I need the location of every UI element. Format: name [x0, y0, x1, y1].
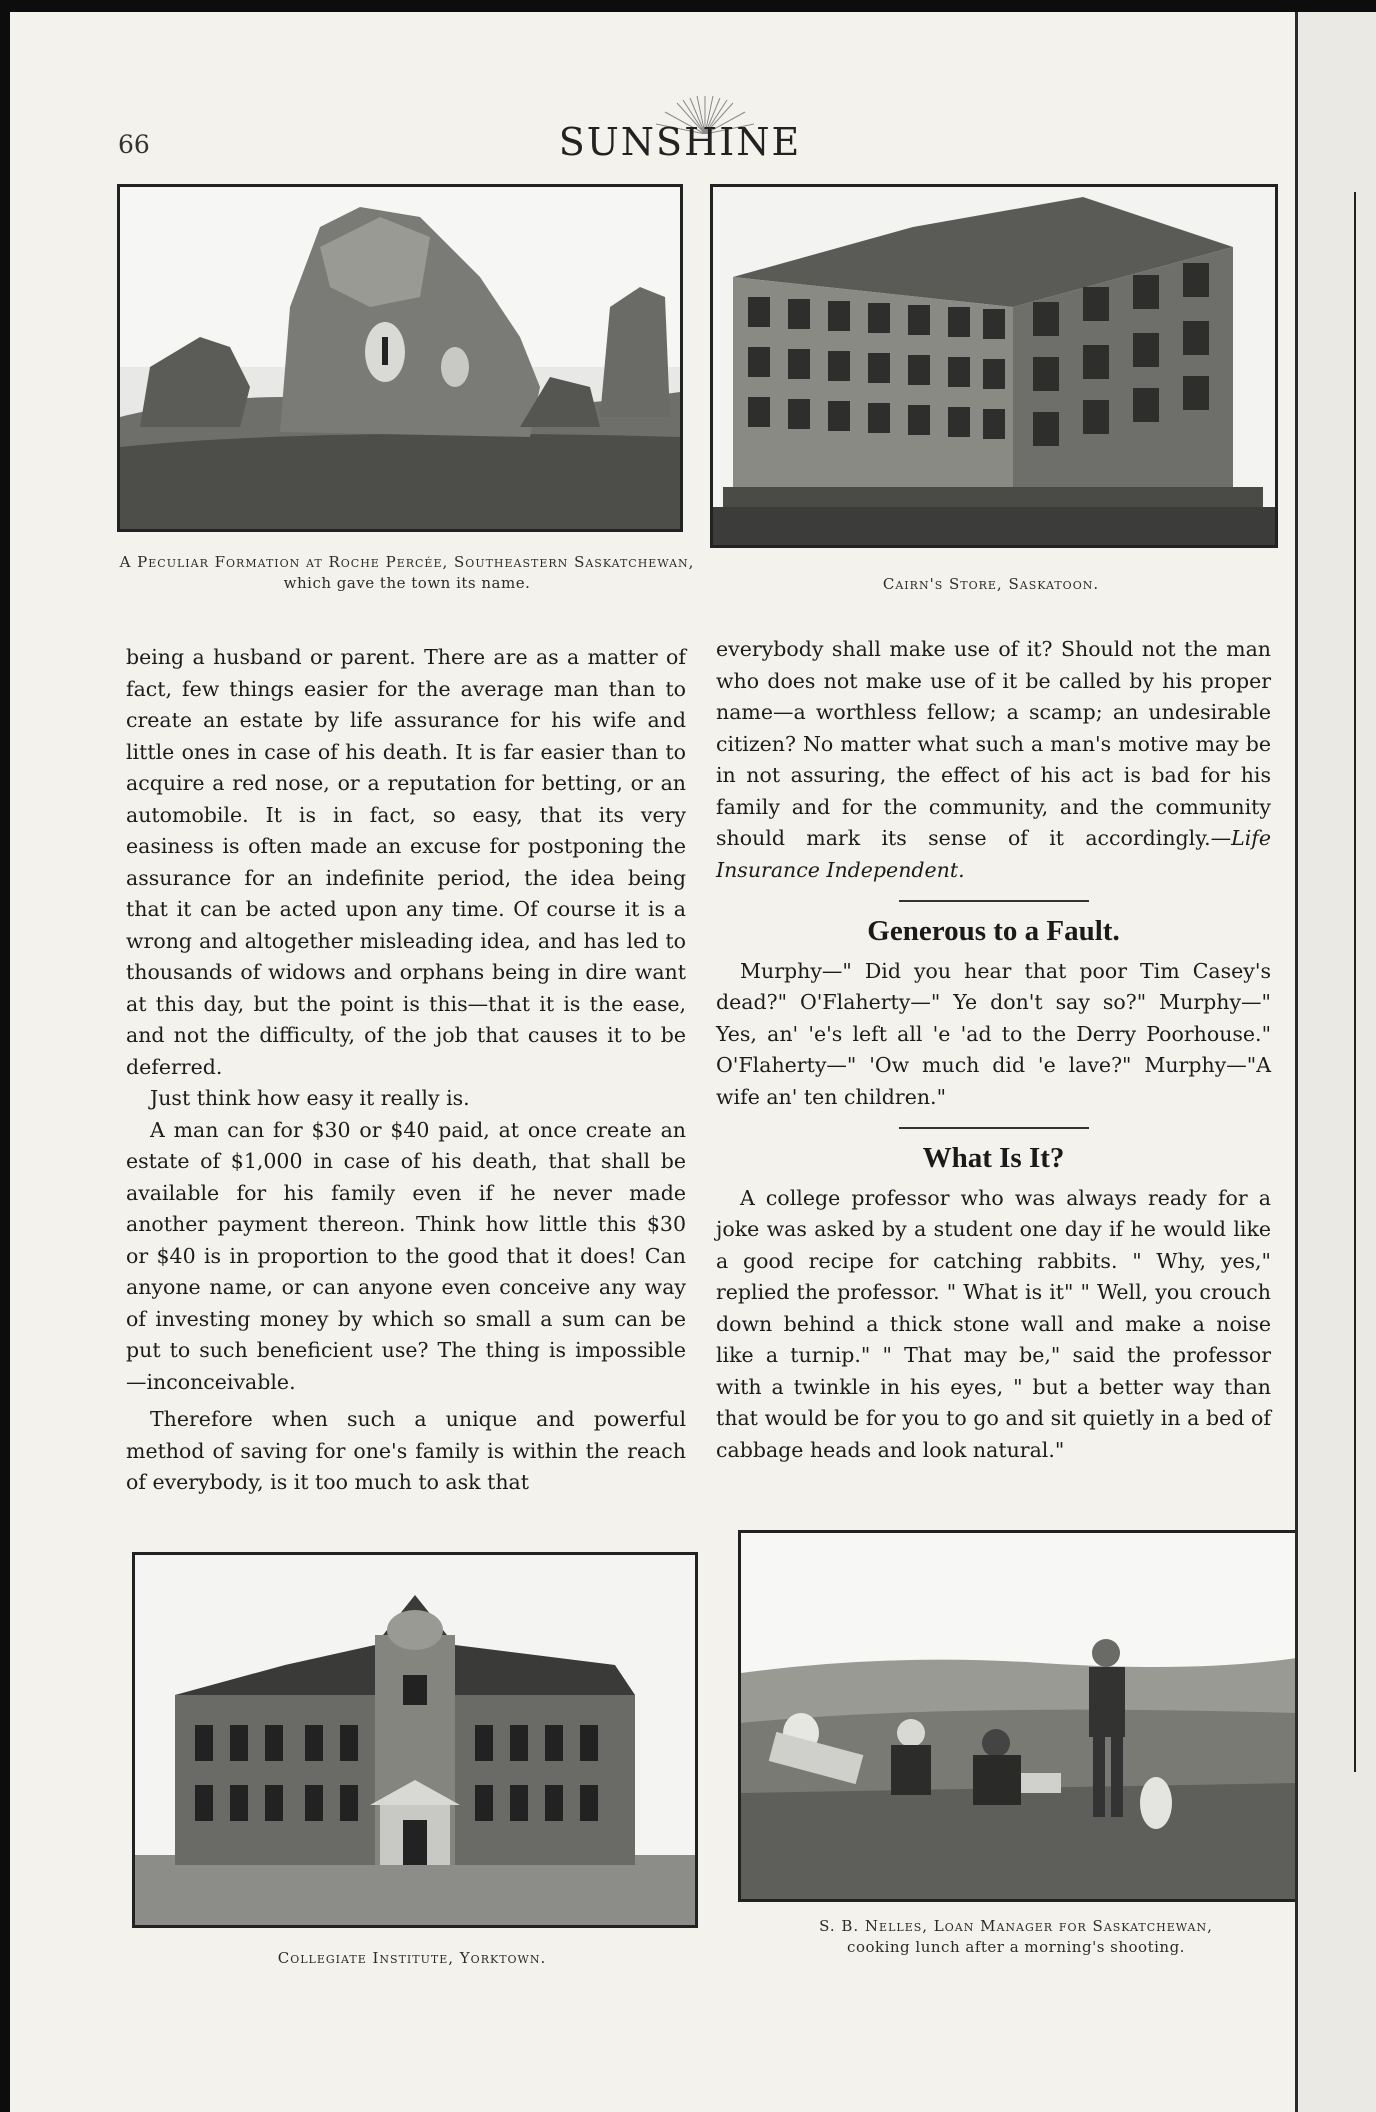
right-paragraph-1-body: everybody shall make use of it? Should not the man who does not make use of it be called by his proper name—a worthless fellow; a scamp; an undesirable citizen? No matter what such a man's motive may be in not assuring, the effect of his act is bad for his family and for the community, and the community should mark its sense of it accordingly.—: [716, 637, 1271, 850]
left-article-column: [126, 642, 686, 1499]
joke-what-is-it: A college professor who was always ready for a joke was asked by a student one day if he would like a good recipe for catching rabbits. " Why, yes," replied the professor. " What is it" " Well, you crouch down behind a thick stone wall and make a noise like a turnip." " That may be," said the professor with a twinkle in his eyes, " but a better way than that would be for you to go and sit quietly in a bed of cabbage heads and look natural.": [716, 1185, 1271, 1462]
heading-generous-to-a-fault: Generous to a Fault.: [867, 915, 1120, 947]
magazine-page: [10, 12, 1295, 2112]
caption-hunting-party-title: S. B. Nelles, Loan Manager for Saskatchewan,: [819, 1917, 1213, 1935]
photo-cairns-store: [710, 184, 1278, 548]
right-paragraph-1: [716, 634, 1271, 886]
left-paragraph-2: Just think how easy it really is.: [150, 1086, 470, 1110]
page-number: 66: [118, 130, 150, 159]
masthead-title: SUNSHINE: [558, 120, 802, 164]
left-paragraph-1: being a husband or parent. There are as a matter of fact, few things easier for the average man than to create an estate by life assurance for his wife and little ones in case of his death. It is far easier than to acquire a red nose, or a reputation for betting, or an automobile. It is in fact, so easy, that its very easiness is often made an excuse for postponing the assurance for an indefinite period, the idea being that it can be acted upon any time. Of course it is a wrong and altogether misleading idea, and has led to thousands of widows and orphans being in dire want at this day, but the point is this—that it is the ease, and not the difficulty, of the job that causes it to be deferred.: [126, 645, 686, 1079]
caption-hunting-party: [730, 1916, 1302, 1958]
section-divider: [899, 1127, 1089, 1129]
caption-collegiate-institute: [132, 1948, 692, 1969]
citation-life-insurance-independent: Life Insurance Independent.: [716, 826, 1271, 882]
adjacent-page-rule: [1354, 192, 1356, 1772]
caption-roche-percee-rest: which gave the town its name.: [283, 574, 531, 592]
caption-hunting-party-rest: cooking lunch after a morning's shooting.: [847, 1938, 1185, 1956]
caption-cairns-store: [710, 574, 1272, 595]
photo-hunting-party: [738, 1530, 1300, 1902]
caption-roche-percee-title: A Peculiar Formation at Roche Percée, Southeastern Saskatchewan,: [119, 553, 695, 571]
left-paragraph-3: A man can for $30 or $40 paid, at once create an estate of $1,000 in case of his death, that shall be available for his family even if he never made another payment thereon. Think how little this $30 or $40 is in proportion to the good that it does! Can anyone name, or can anyone even conceive any way of investing money by which so small a sum can be put to such beneficient use? The thing is impossible—inconceivable.: [126, 1117, 686, 1394]
right-article-column: [716, 634, 1271, 1466]
caption-cairns-store-text: Cairn's Store, Saskatoon.: [882, 575, 1100, 593]
section-divider: [899, 900, 1089, 902]
caption-roche-percee: [117, 552, 697, 594]
caption-collegiate-institute-text: Collegiate Institute, Yorktown.: [277, 1949, 547, 1967]
photo-collegiate-institute: [132, 1552, 698, 1928]
joke-generous-to-a-fault: Murphy—" Did you hear that poor Tim Casey's dead?" O'Flaherty—" Ye don't say so?" Murphy—" Yes, an' 'e's left all 'e 'ad to the Derry Poorhouse." O'Flaherty—" 'Ow much did 'e lave?" Murphy—"A wife an' ten children.": [716, 958, 1271, 1109]
left-paragraph-4: Therefore when such a unique and powerful method of saving for one's family is within the reach of everybody, is it too much to ask that: [126, 1407, 686, 1494]
photo-roche-percee: [117, 184, 683, 532]
heading-what-is-it: What Is It?: [922, 1142, 1065, 1174]
adjacent-page-edge: [1295, 12, 1376, 2112]
